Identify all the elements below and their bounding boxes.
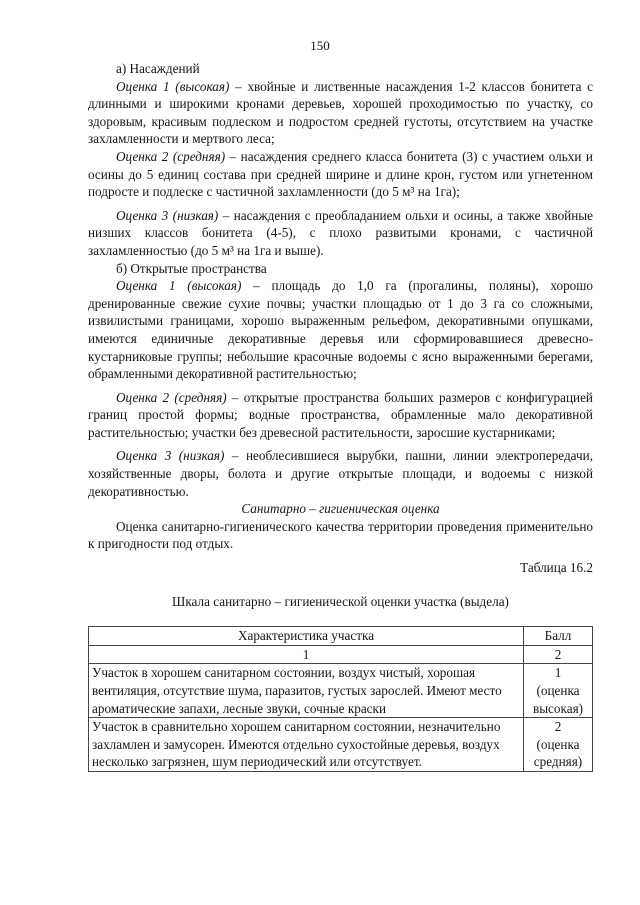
- column-header-score: Балл: [524, 627, 593, 646]
- paragraph-text: – открытые пространства больших размеров с конфигурацией границ простой формы; водные пространства, обрамленные мало декоративной растительностью; участки без древесной растительности, заросшие кустарниками;: [88, 389, 593, 440]
- column-header-characteristic: Характеристика участка: [89, 627, 524, 646]
- row-score: 2: [554, 719, 562, 735]
- document-body: [88, 60, 593, 772]
- page-number: 150: [310, 38, 330, 53]
- paragraph-text: – площадь до 1,0 га (прогалины, поляны), хорошо дренированные свежие сухие почвы; участки площадью от 1 до 3 га со сложными, извилистыми границами, хорошо выраженным рельефом, декоративными опушками, имеются единичные декоративные деревья или сформировавшиеся древесно-кустарниковые группы; небольшие красочные водоемы с ясно выраженными берегами, обрамленными декоративной растительностью;: [88, 278, 594, 382]
- sanitary-paragraph: Оценка санитарно-гигиенического качества территории проведения применительно к пригодности под отдых.: [88, 518, 593, 552]
- sanitary-heading: Санитарно – гигиеническая оценка: [241, 501, 440, 517]
- paragraph-text: – хвойные и лиственные насаждения 1-2 классов бонитета с длинными и широкими кронами деревьев, хорошей проходимостью по участку, со здоровым, красивым подлеском и подростом средней густоты, отсутствием на участке захламленности и мертвого леса;: [88, 78, 593, 147]
- row-score-cell: [524, 718, 593, 772]
- row-characteristic: Участок в хорошем санитарном состоянии, воздух чистый, хорошая вентиляция, отсутствие шума, паразитов, густых зарослей. Имеют место ароматические запахи, лесные звуки, сочные краски: [89, 664, 524, 718]
- paragraph-a1: [88, 78, 593, 148]
- paragraph-text: – насаждения с преобладанием ольхи и осины, а также хвойные низших классов бонитета (4-5), с плохо развитыми кронами, с частичной захламленностью (до 5 м³ на 1га и выше).: [88, 207, 593, 258]
- row-characteristic: Участок в сравнительно хорошем санитарном состоянии, незначительно захламлен и замусорен. Имеются отдельно сухостойные деревья, воздух несколько загрязнен, шум периодический или отсутствует.: [89, 718, 524, 772]
- table-header-row: [89, 627, 593, 646]
- column-number: 1: [89, 645, 524, 664]
- row-score-label: (оценка высокая): [532, 683, 584, 716]
- section-a-heading: а) Насаждений: [116, 61, 200, 76]
- row-score-label: (оценка средняя): [533, 736, 583, 770]
- paragraph-a2: [88, 148, 593, 201]
- paragraph-b3: [88, 447, 593, 500]
- paragraph-text: – насаждения среднего класса бонитета (3) с участием ольхи и осины до 5 единиц состава при средней ширине и длине крон, густом или угнетенном подросте и подлеске с частичной захламленности (до 5 м³ на 1га);: [88, 148, 593, 200]
- grade-label: Оценка 3 (низкая): [116, 207, 219, 223]
- table-number-row: [89, 645, 593, 664]
- table-row: [89, 718, 593, 772]
- grade-label: Оценка 1 (высокая): [116, 78, 230, 94]
- grade-label: Оценка 2 (средняя): [116, 389, 227, 405]
- row-score-cell: [524, 664, 593, 718]
- paragraph-b1: [88, 277, 593, 383]
- section-b-heading: б) Открытые пространства: [116, 260, 267, 276]
- table-row: [89, 664, 593, 718]
- table-title: Шкала санитарно – гигиенической оценки участка (выдела): [172, 593, 509, 609]
- column-number: 2: [524, 645, 593, 664]
- grade-label: Оценка 3 (низкая): [116, 448, 225, 464]
- paragraph-b2: [88, 389, 593, 442]
- table-reference: Таблица 16.2: [520, 560, 593, 576]
- grade-label: Оценка 1 (высокая): [116, 278, 242, 294]
- grade-label: Оценка 2 (средняя): [116, 148, 226, 164]
- sanitary-scale-table: [88, 626, 593, 772]
- paragraph-a3: [88, 207, 593, 260]
- paragraph-text: – необлесившиеся вырубки, пашни, линии электропередачи, хозяйственные дворы, болота и другие открытые площади, и водоемы с низкой декоративностью.: [88, 448, 593, 499]
- row-score: 1: [554, 665, 562, 681]
